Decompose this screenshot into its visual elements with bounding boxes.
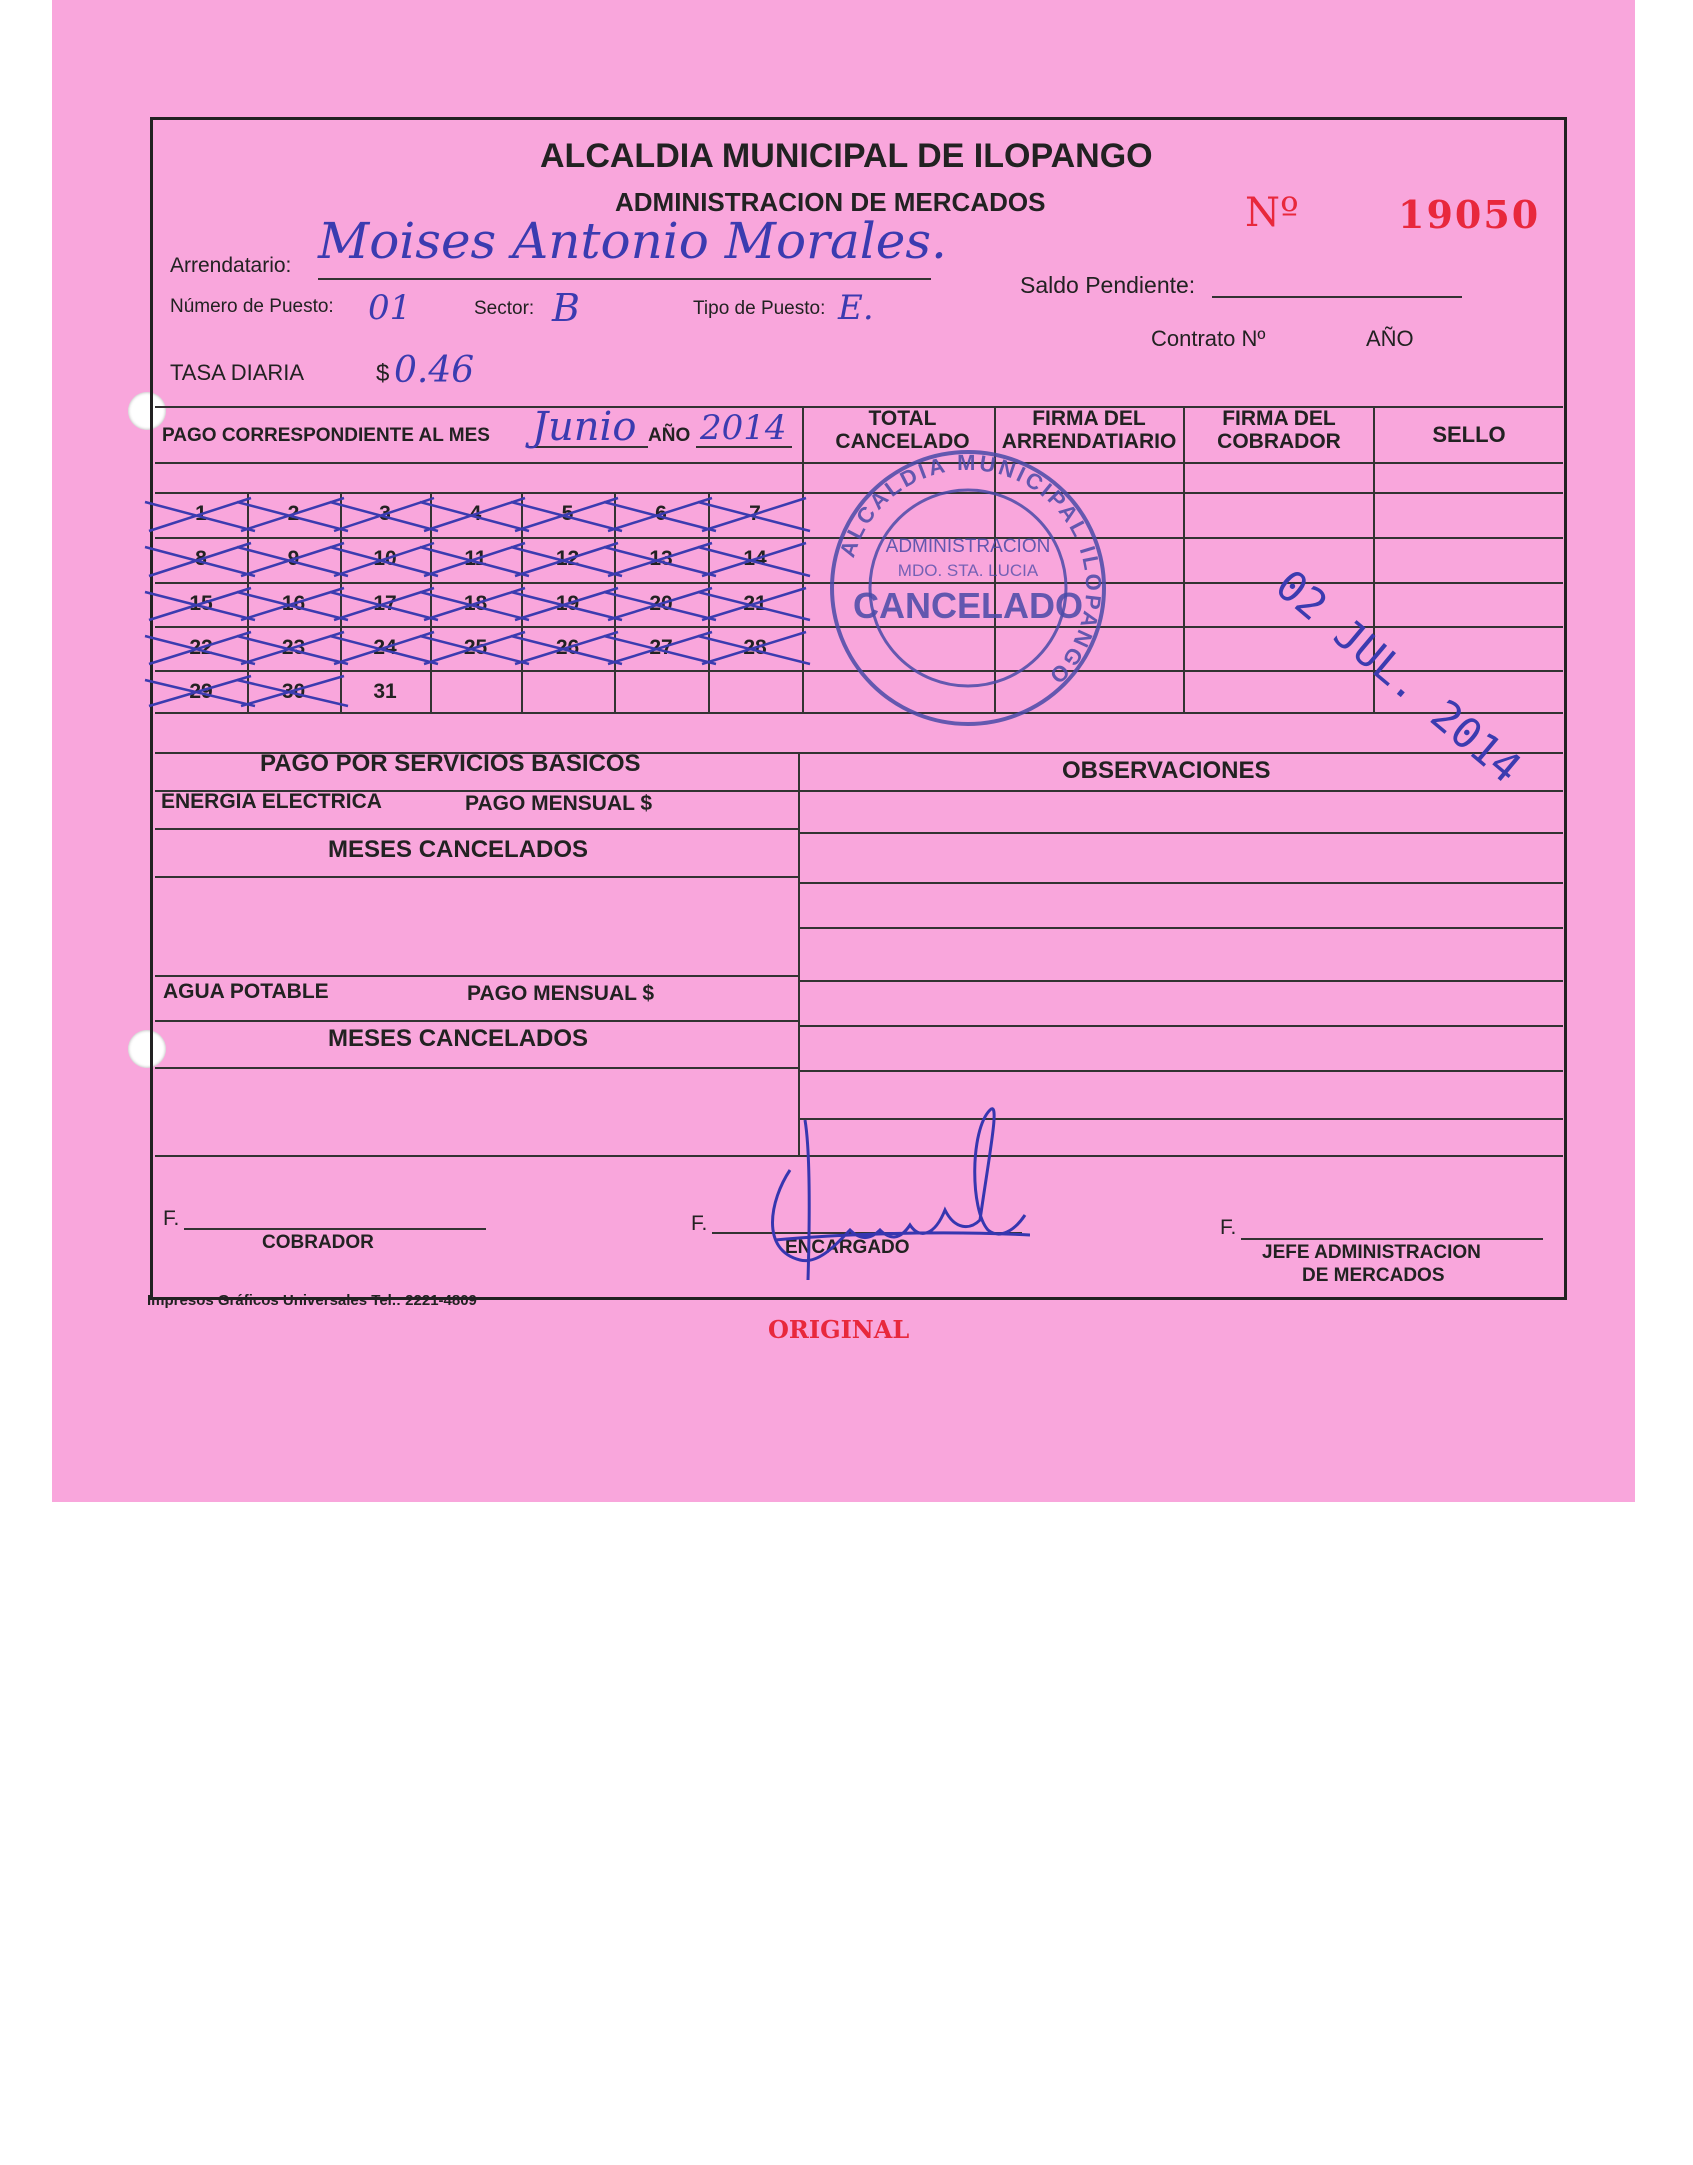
mes-anio-label: AÑO [648,425,691,446]
stamp-line1: ADMINISTRACION [885,536,1051,557]
tipo-label: Tipo de Puesto: [693,298,826,319]
receipt-number: 19050 [1398,192,1541,237]
obs-line [798,927,1563,929]
contrato-anio-label: AÑO [1366,326,1414,351]
number-label: Nº [1245,190,1299,236]
stamp-line2: MDO. STA. LUCIA [897,561,1039,580]
energia-pago-label: PAGO MENSUAL $ [465,792,653,815]
cobrador-label: COBRADOR [262,1232,374,1253]
encargado-signature [730,1090,1030,1280]
day-cell: 11 [464,547,487,570]
encargado-f-label: F. [691,1212,708,1235]
day-cell: 2 [287,502,300,525]
observaciones-title: OBSERVACIONES [1062,757,1271,784]
mes-label: PAGO CORRESPONDIENTE AL MES [162,425,490,446]
day-cell: 14 [743,547,767,570]
saldo-label: Saldo Pendiente: [1020,272,1196,298]
services-rule [155,876,798,878]
day-cell: 28 [743,636,767,659]
printer-credit: Impresos Gráficos Universales Tel.: 2221-4809 [147,1292,477,1309]
day-crossmark [698,543,810,576]
encargado-label: ENCARGADO [785,1237,910,1258]
day-cell: 29 [189,680,213,703]
energia-meses-label: MESES CANCELADOS [328,836,589,863]
day-cell: 30 [281,680,306,703]
day-cell: 12 [555,547,580,570]
day-cell: 17 [373,592,397,615]
cobrador-line [184,1228,486,1230]
puesto-label: Número de Puesto: [170,296,334,317]
day-cell: 8 [195,547,207,570]
agua-label: AGUA POTABLE [163,980,329,1003]
jefe-line [1241,1238,1543,1240]
cancelado-stamp [826,446,1116,736]
stamp-main: CANCELADO [853,585,1083,626]
day-cell: 21 [743,592,767,615]
day-cell: 9 [287,547,300,570]
tasa-value: 0.46 [394,350,475,391]
tasa-label: TASA DIARIA [170,360,305,385]
services-title: PAGO POR SERVICIOS BASICOS [260,750,641,777]
day-cell: 3 [379,502,391,525]
jefe-f-label: F. [1220,1216,1237,1239]
receipt-subtitle: ADMINISTRACION DE MERCADOS [615,187,1046,217]
day-cell: 24 [373,636,397,659]
day-crossmark [698,588,810,620]
total-cancelado-header: TOTAL CANCELADO [835,407,970,453]
day-crossmark [237,676,348,706]
services-rule [155,975,798,977]
day-cell: 23 [281,636,306,659]
agua-pago-label: PAGO MENSUAL $ [467,982,655,1005]
sector-label: Sector: [474,298,535,319]
day-crossmark [698,632,810,664]
energia-label: ENERGIA ELECTRICA [161,790,382,813]
day-crossmark [698,498,810,531]
jefe-label-line2: DE MERCADOS [1302,1265,1445,1286]
day-cell: 10 [373,547,397,570]
obs-line [798,882,1563,884]
stamp-ring-text: ALCALDIA MUNICIPAL ILOPANGO [834,449,1107,691]
day-cell: 15 [189,592,213,615]
obs-line [798,980,1563,982]
arrendatario-value: Moises Antonio Morales. [318,212,947,270]
day-cell: 4 [469,502,482,525]
firma-cobrador-header: FIRMA DEL COBRADOR [1217,407,1341,453]
day-cell: 7 [749,502,761,525]
day-cell: 16 [281,592,306,615]
obs-line [798,1070,1563,1072]
day-cell: 26 [555,636,580,659]
services-rule [155,1067,798,1069]
obs-line [798,832,1563,834]
sector-value: B [552,286,580,330]
day-cell: 20 [649,592,673,615]
day-cell: 31 [373,680,397,703]
day-cell: 13 [649,547,673,570]
contrato-label: Contrato Nº [1151,326,1266,351]
anio-value: 2014 [700,408,787,448]
agua-meses-label: MESES CANCELADOS [328,1025,589,1052]
day-cell: 19 [555,592,580,615]
receipt-title: ALCALDIA MUNICIPAL DE ILOPANGO [540,137,1153,175]
obs-line [798,1025,1563,1027]
day-cell: 18 [463,592,488,615]
sello-header: SELLO [1432,422,1506,447]
arrendatario-label: Arrendatario: [170,254,292,277]
day-cell: 27 [649,636,673,659]
day-cell: 22 [189,636,213,659]
day-cell: 25 [463,636,488,659]
day-cell: 6 [655,502,667,525]
copy-label: ORIGINAL [768,1315,910,1344]
tasa-currency: $ [376,360,390,387]
puesto-value: 01 [368,288,412,328]
firma-arrendatario-header: FIRMA DEL ARRENDATIARIO [1001,407,1177,453]
cobrador-f-label: F. [163,1207,180,1230]
jefe-label-line1: JEFE ADMINISTRACION [1262,1242,1481,1263]
tipo-value: E. [838,288,874,328]
mes-value: Junio [532,404,637,450]
services-rule [155,1020,798,1022]
day-cell: 1 [195,502,207,525]
stamp-date: 02 JUL. 2014 [1266,560,1531,793]
services-rule [155,828,798,830]
day-cell: 5 [561,502,574,525]
